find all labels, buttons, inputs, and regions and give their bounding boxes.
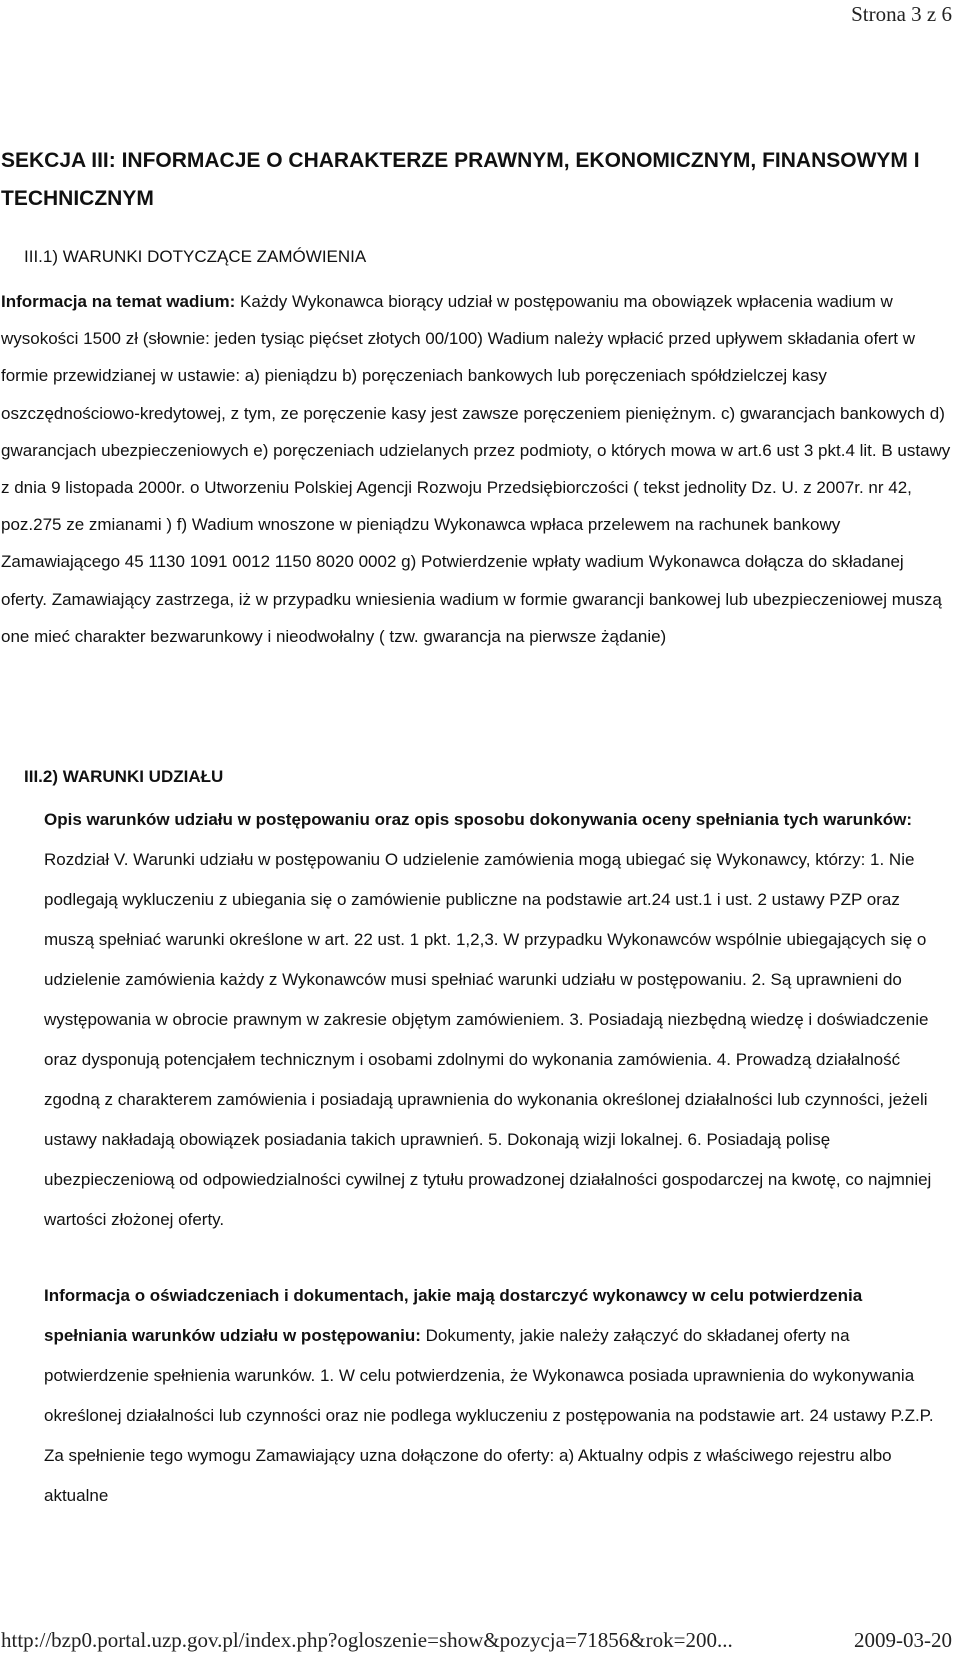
dokumenty-label: Informacja o oświadczeniach i dokumentach, jakie mają dostarczyć wykonawcy w celu potwierdzenia spełniania warunków udziału w postępowaniu: — [44, 1286, 863, 1345]
section-iii1-heading: III.1) WARUNKI DOTYCZĄCE ZAMÓWIENIA — [24, 247, 367, 266]
wadium-label: Informacja na temat wadium: — [1, 292, 236, 311]
section-title: SEKCJA III: INFORMACJE O CHARAKTERZE PRAWNYM, EKONOMICZNYM, FINANSOWYM I TECHNICZNYM — [1, 149, 920, 210]
wadium-text: Każdy Wykonawca biorący udział w postępowaniu ma obowiązek wpłacenia wadium w wysokości 1500 zł (słownie: jeden tysiąc pięćset złotych 00/100) Wadium należy wpłacić przed upływem składania ofert w formie przewidzianej w ustawie: a) pieniądzu b) poręczeniach bankowych lub poręczeniach spółdzielczej kasy oszczędnościowo-kredytowej, z tym, ze poręczenie kasy jest zawsze poręczeniem pieniężnym. c) gwarancjach bankowych d) gwarancjach ubezpieczeniowych e) poręczeniach udzielanych przez podmioty, o których mowa w art.6 ust 3 pkt.4 lit. B ustawy z dnia 9 listopada 2000r. o Utworzeniu Polskiej Agencji Rozwoju Przedsiębiorczości ( tekst jednolity Dz. U. z 2007r. nr 42, poz.275 ze zmianami ) f) Wadium wnoszone w pieniądzu Wykonawca wpłaca przelewem na rachunek bankowy Zamawiającego 45 1130 1091 0012 1150 8020 0002 g) Potwierdzenie wpłaty wadium Wykonawca dołącza do składanej oferty. Zamawiający zastrzega, iż w przypadku wniesienia wadium w formie gwarancji bankowej lub ubezpieczeniowej muszą one mieć charakter bezwarunkowy i nieodwołalny ( tzw. gwarancja na pierwsze żądanie) — [1, 292, 951, 646]
warunki-text: Rozdział V. Warunki udziału w postępowaniu O udzielenie zamówienia mogą ubiegać się Wykonawcy, którzy: 1. Nie podlegają wykluczeniu z ubiegania się o zamówienie publiczne na podstawie art.24 ust.1 i ust. 2 ustawy PZP oraz muszą spełniać warunki określone w art. 22 ust. 1 pkt. 1,2,3. W przypadku Wykonawców wspólnie ubiegających się o udzielenie zamówienia każdy z Wykonawców musi spełniać warunki udziału w postępowaniu. 2. Są uprawnieni do występowania w obrocie prawnym w zakresie objętym zamówieniem. 3. Posiadają niezbędną wiedzę i doświadczenie oraz dysponują potencjałem technicznym i osobami zdolnymi do wykonania zamówienia. 4. Prowadzą działalność zgodną z charakterem zamówienia i posiadają uprawnienia do wykonania określonej działalności lub czynności, jeżeli ustawy nakładają obowiązek posiadania takich uprawnień. 5. Dokonają wizji lokalnej. 6. Posiadają polisę ubezpieczeniową od odpowiedzialności cywilnej z tytułu prowadzonej działalności gospodarczej na kwotę, co najmniej wartości złożonej oferty. — [44, 850, 932, 1229]
wadium-paragraph — [1, 283, 953, 655]
page-number: Strona 3 z 6 — [851, 2, 952, 26]
dokumenty-text: Dokumenty, jakie należy załączyć do składanej oferty na potwierdzenie spełnienia warunków. 1. W celu potwierdzenia, że Wykonawca posiada uprawnienia do wykonywania określonej działalności lub czynności oraz nie podlega wykluczeniu z postępowania na podstawie art. 24 ustawy P.Z.P. Za spełnienie tego wymogu Zamawiający uzna dołączone do oferty: a) Aktualny odpis z właściwego rejestru albo aktualne — [44, 1326, 934, 1505]
section-iii2-heading: III.2) WARUNKI UDZIAŁU — [24, 767, 224, 786]
dokumenty-paragraph — [44, 1276, 944, 1516]
warunki-label: Opis warunków udziału w postępowaniu oraz opis sposobu dokonywania oceny spełniania tych warunków: — [44, 810, 913, 829]
footer-url: http://bzp0.portal.uzp.gov.pl/index.php?ogloszenie=show&pozycja=71856&rok=200... — [1, 1628, 733, 1652]
footer-date: 2009-03-20 — [854, 1628, 952, 1652]
warunki-paragraph — [44, 800, 954, 1240]
